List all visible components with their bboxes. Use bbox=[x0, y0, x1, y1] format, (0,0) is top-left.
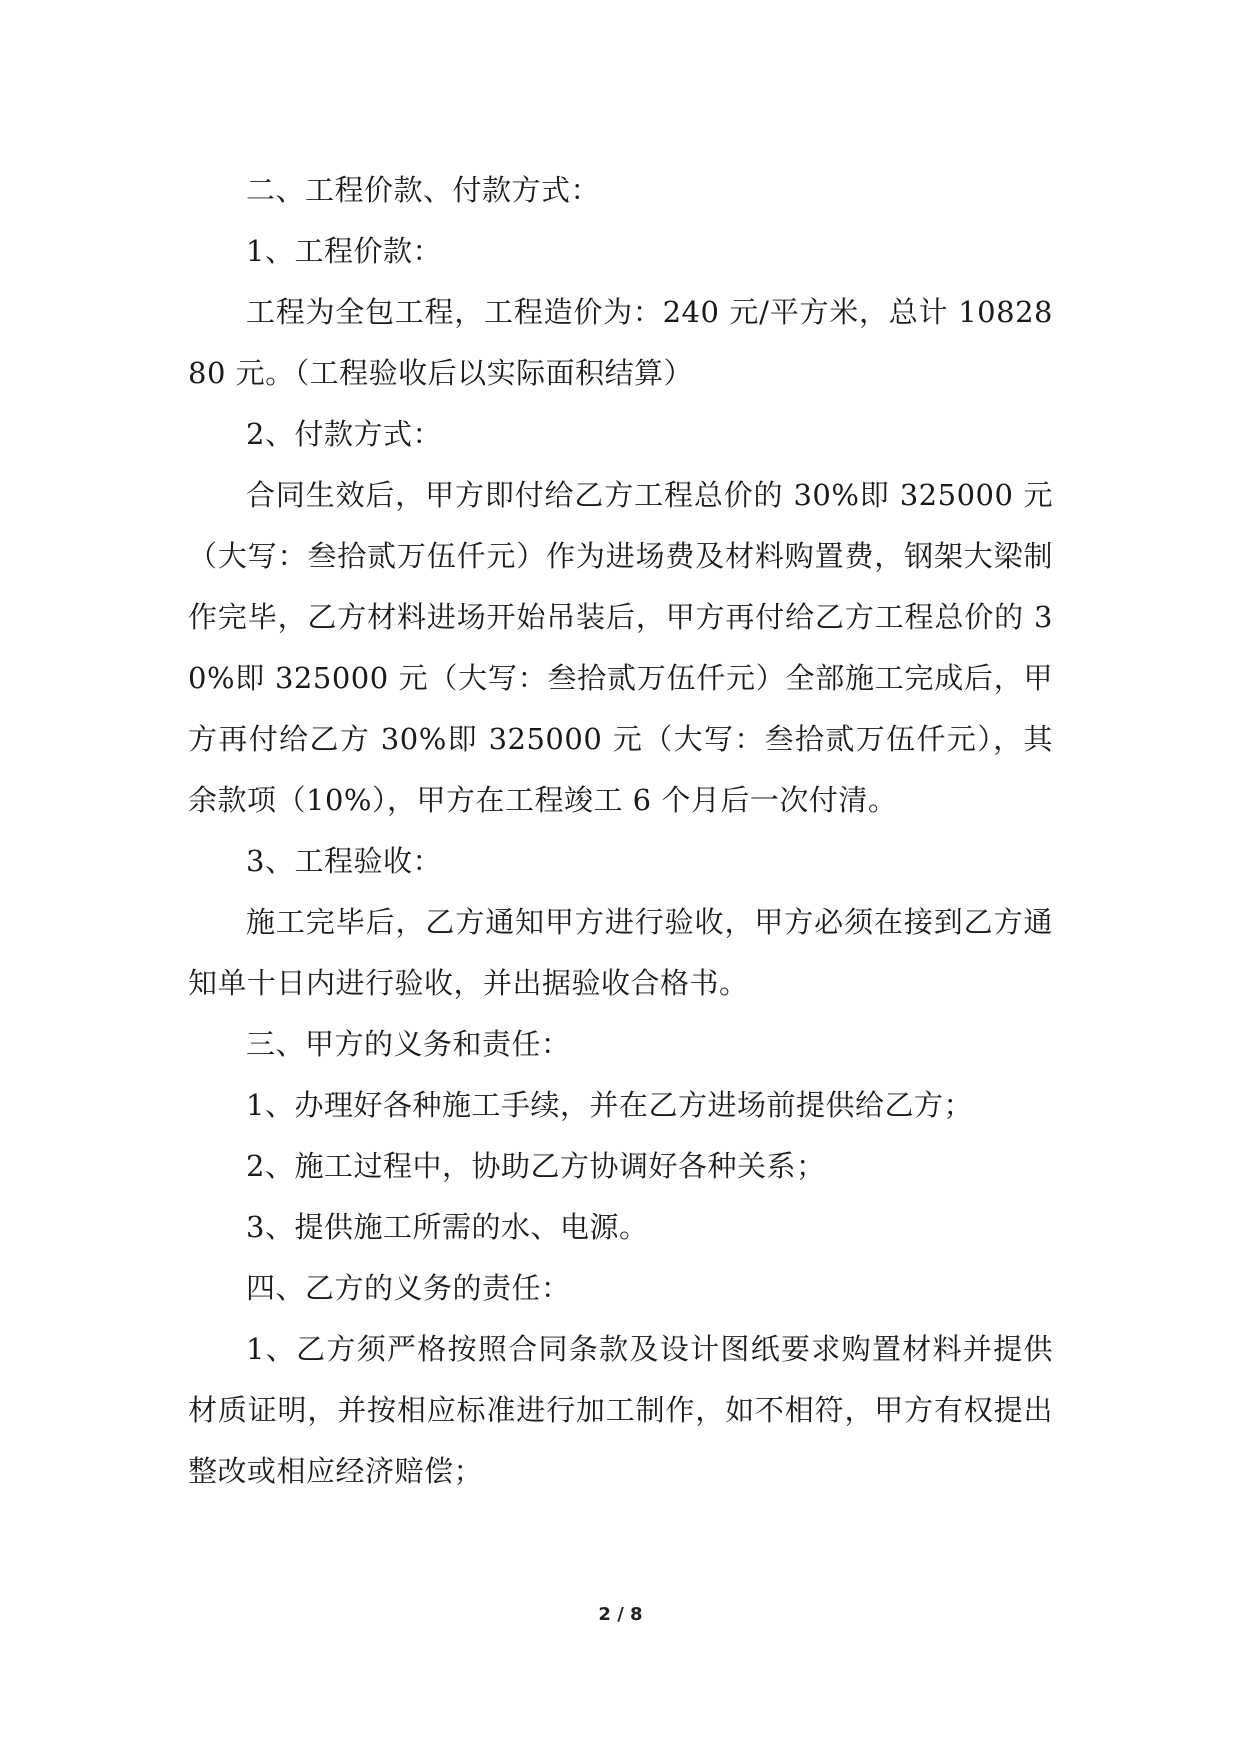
list-item-party-b-1: 1、乙方须严格按照合同条款及设计图纸要求购置材料并提供材质证明，并按相应标准进行加工制作，如不相符，甲方有权提出整改或相应经济赔偿； bbox=[188, 1332, 1053, 1488]
list-item-party-a-2: 2、施工过程中，协助乙方协调好各种关系； bbox=[246, 1149, 826, 1183]
list-item-party-a-3: 3、提供施工所需的水、电源。 bbox=[246, 1210, 649, 1244]
section-heading-payment: 二、工程价款、付款方式： bbox=[246, 173, 601, 207]
subheading-project-price: 1、工程价款： bbox=[246, 234, 442, 268]
page-number: 2 / 8 bbox=[598, 1604, 643, 1625]
list-item-party-a-1: 1、办理好各种施工手续，并在乙方进场前提供给乙方； bbox=[246, 1088, 973, 1122]
paragraph-project-price: 工程为全包工程，工程造价为：240 元/平方米，总计 1082880 元。（工程验收后以实际面积结算） bbox=[188, 295, 1053, 390]
document-body bbox=[188, 160, 1053, 1502]
subheading-payment-method: 2、付款方式： bbox=[246, 417, 442, 451]
section-heading-party-a: 三、甲方的义务和责任： bbox=[246, 1027, 571, 1061]
section-heading-party-b: 四、乙方的义务的责任： bbox=[246, 1271, 571, 1305]
paragraph-payment-method: 合同生效后，甲方即付给乙方工程总价的 30%即 325000 元（大写：叁拾贰万伍仟元）作为进场费及材料购置费，钢架大梁制作完毕，乙方材料进场开始吊装后，甲方再付给乙方工程总价的 30%即 325000 元（大写：叁拾贰万伍仟元）全部施工完成后，甲方再付给乙方 30%即 325000 元（大写：叁拾贰万伍仟元），其余款项（10%），甲方在工程竣工 6 个月后一次付清。 bbox=[188, 478, 1053, 817]
paragraph-acceptance: 施工完毕后，乙方通知甲方进行验收，甲方必须在接到乙方通知单十日内进行验收，并出据验收合格书。 bbox=[188, 905, 1053, 1000]
subheading-acceptance: 3、工程验收： bbox=[246, 844, 442, 878]
